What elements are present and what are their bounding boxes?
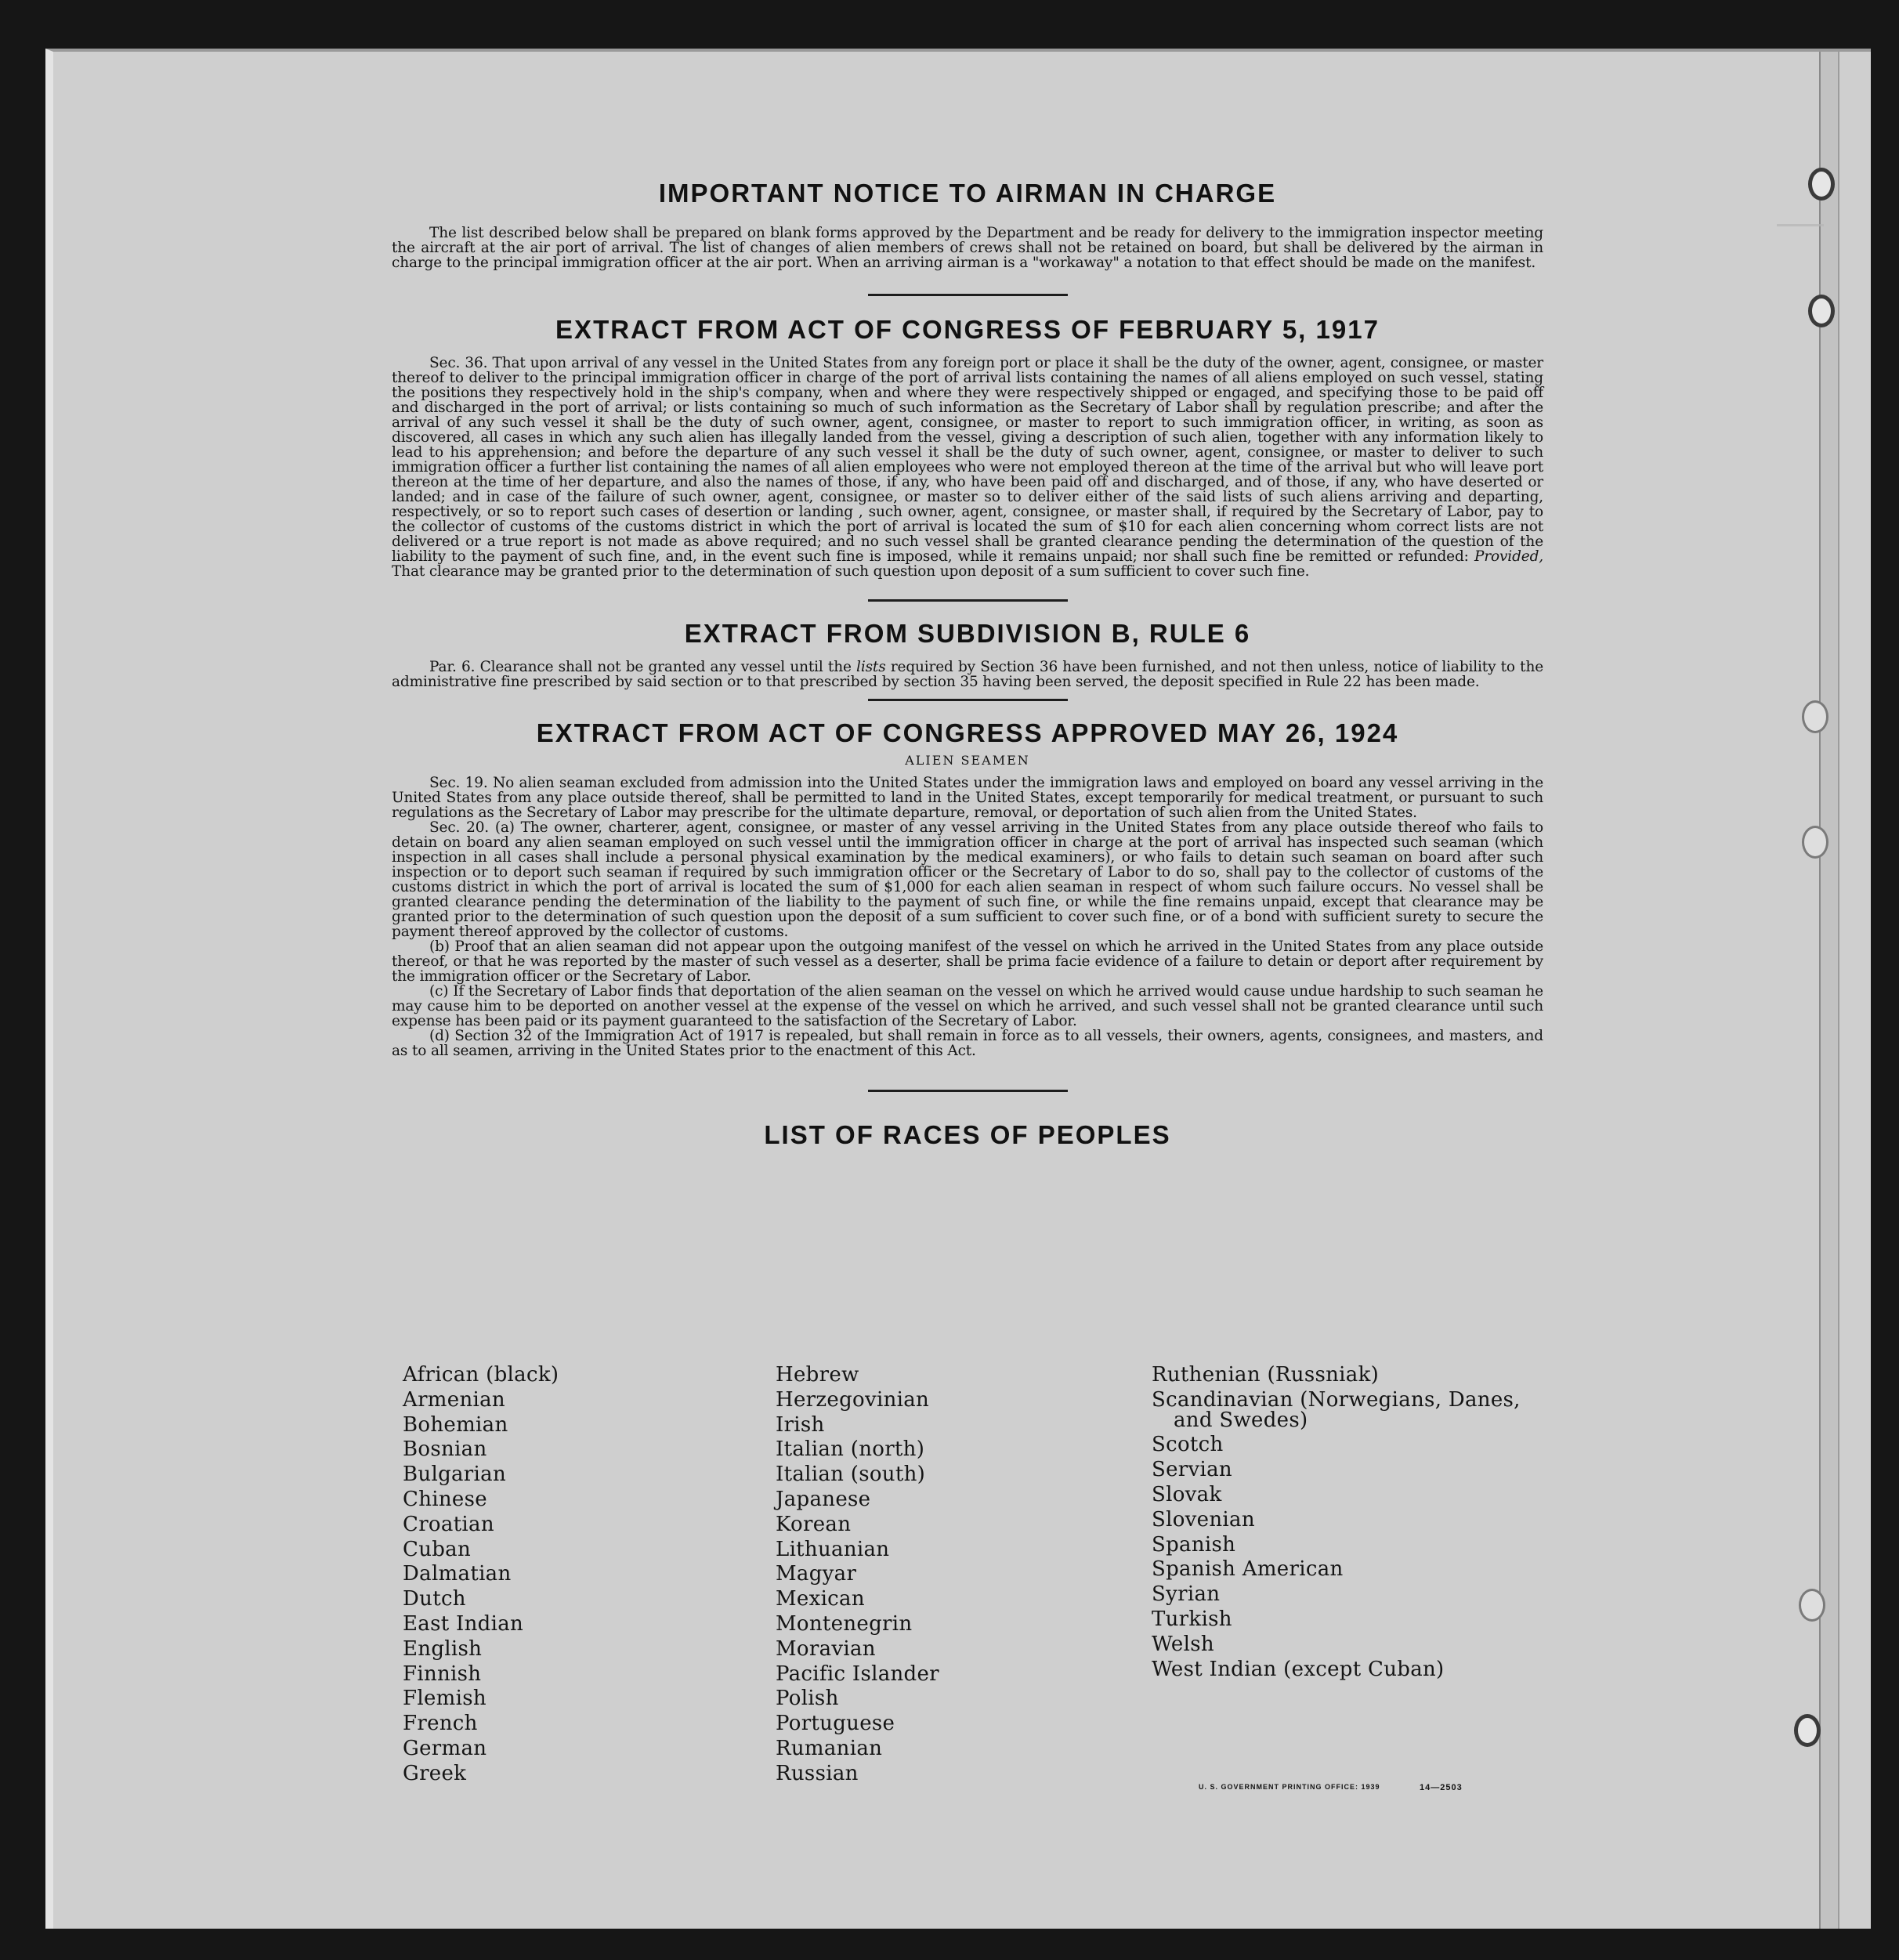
race-item: Portuguese [776,1712,895,1736]
act-1924-section-20d: (d) Section 32 of the Immigration Act of 1917 is repealed, but shall remain in force as to all vessels, their owners, agents, consignees, and masters, and as to all seamen, arriving in the United States prior to the enactment of this Act. [392,1028,1543,1059]
race-item: Montenegrin [776,1611,913,1636]
race-item: Ruthenian (Russniak) [1152,1363,1380,1387]
race-item: Italian (north) [776,1437,925,1462]
sec36-provided: Provided, [1474,548,1543,565]
races-column-3 [1152,1363,1521,1682]
race-item-continuation: and Swedes) [1174,1408,1308,1432]
act-1917-heading: EXTRACT FROM ACT OF CONGRESS OF FEBRUARY 5, 1917 [555,315,1380,344]
race-item: Greek [403,1761,467,1785]
race-item: Polish [776,1687,839,1711]
binder-hole-icon [1802,700,1828,733]
document-body [392,179,1543,1150]
race-item: Russian [776,1761,859,1785]
race-item: Dalmatian [403,1562,512,1586]
act-1924-section-19: Sec. 19. No alien seaman excluded from admission into the United States under the immigration laws and employed on board any vessel arriving in the United States from any place outside thereof, shall be permitted to land in the United States, except temporarily for medical treatment, or pursuant to such regulations as the Secretary of Labor may prescribe for the ultimate departure, removal, or deportation of such alien from the United States. [392,775,1543,821]
race-item: Spanish American [1152,1557,1344,1582]
race-item: Spanish [1152,1532,1236,1557]
race-item: Dutch [403,1587,466,1611]
rule-6-heading: EXTRACT FROM SUBDIVISION B, RULE 6 [684,619,1251,648]
race-item: English [403,1636,483,1661]
notice-paragraph: The list described below shall be prepared on blank forms approved by the Department and be ready for delivery to the immigration inspector meeting the aircraft at the air port of arrival. The list of changes of alien members of crews shall not be retained on board, but shall be delivered by the airman in charge to the principal immigration officer at the air port. When an arriving airman is a "workaway" a notation to that effect should be made on the manifest. [392,225,1543,271]
race-item: Scotch [1152,1433,1224,1457]
alien-seamen-subheading: ALIEN SEAMEN [905,753,1030,768]
form-number: 14—2503 [1420,1783,1463,1792]
race-item: Scandinavian (Norwegians, Danes, [1152,1387,1521,1412]
race-item: Slovak [1152,1482,1222,1506]
race-item: Herzegovinian [776,1387,930,1412]
races-column-1 [403,1363,559,1787]
binder-hole-icon [1799,1589,1825,1622]
act-1924-section-20c: (c) If the Secretary of Labor finds that deportation of the alien seaman on the vessel on which he arrived would cause undue hardship to such seaman he may cause him to be deported on another vessel at the expense of the vessel on which he arrived, and such vessel shall not be granted clearance until such expense has been paid or its payment guaranteed to the satisfaction of the Secretary of Labor. [392,983,1543,1029]
race-item: Bulgarian [403,1463,507,1487]
race-item: Rumanian [776,1736,883,1760]
race-item: Servian [1152,1458,1232,1482]
rule6-lists: lists [856,659,886,675]
act-1924-section-20a: Sec. 20. (a) The owner, charterer, agent, consignee, or master of any vessel arriving in the United States from any place outside thereof who fails to detain on board any alien seaman employed on such vessel until the immigration officer in charge at the port of arrival has inspected such seaman (which inspection in all cases shall include a personal physical examination by the medical examiners), or who fails to detain such seaman on board after such inspection or to deport such seaman if required by such immigration officer or the Secretary of Labor to do so, shall pay to the collector of customs of the customs district in which the port of arrival is located the sum of $1,000 for each alien seaman in respect of whom such failure occurs. No vessel shall be granted clearance pending the determination of the liability to the payment of such fine, or while the fine remains unpaid, except that clearance may be granted prior to the determination of such question upon the deposit of a sum sufficient to cover such fine, or of a bond with sufficient surety to secure the payment thereof approved by the collector of customs. [392,819,1543,940]
race-item: West Indian (except Cuban) [1152,1657,1445,1681]
section-divider [868,699,1068,701]
race-item: Bohemian [403,1412,508,1437]
race-item: Slovenian [1152,1507,1255,1531]
races-heading: LIST OF RACES OF PEOPLES [764,1120,1171,1149]
section-divider [868,599,1068,602]
race-item: German [403,1736,487,1760]
binder-hole-icon [1808,295,1835,327]
race-item: Flemish [403,1687,487,1711]
rule-6-paragraph [392,660,1543,689]
races-column-2 [776,1363,939,1787]
race-item: Mexican [776,1587,865,1611]
race-item: Armenian [403,1387,505,1412]
page-edge [1819,52,1839,1929]
act-1924-section-20b: (b) Proof that an alien seaman did not appear upon the outgoing manifest of the vessel on which he arrived in the United States from any place outside thereof, or that he was reported by the master of such vessel as a deserter, shall be prima facie evidence of a failure to detain or deport after requirement by the immigration officer or the Secretary of Labor. [392,938,1543,985]
race-item: Magyar [776,1562,857,1586]
race-item: Chinese [403,1487,487,1511]
race-item: Turkish [1152,1607,1232,1631]
notice-heading: IMPORTANT NOTICE TO AIRMAN IN CHARGE [658,179,1277,208]
race-item: Irish [776,1412,825,1437]
race-item: French [403,1712,478,1736]
rule6-text-b: required by Section 36 have been furnished, and not then unless, notice of liability to the administrative fine prescribed by said section or to that prescribed by section 35 having been served, the deposit specified in Rule 22 has been made. [392,659,1544,690]
race-item: Syrian [1152,1582,1221,1607]
race-item: Moravian [776,1636,876,1661]
sec36-text: Sec. 36. That upon arrival of any vessel in the United States from any foreign port or place it shall be the duty of the owner, agent, consignee, or master thereof to deliver to the principal immigration officer in charge of the port of arrival lists containing the names of all aliens employed on such vessel, stating the positions they respectively hold in the ship's company, when and where they were respectively shipped or engaged, and specifying those to be paid off and discharged in the port of arrival; or lists containing so much of such information as the Secretary of Labor shall by regulation prescribe; and after the arrival of any such vessel it shall be the duty of such owner, agent, consignee, or master to report to such immigration officer, in writing, as soon as discovered, all cases in which any such alien has illegally landed from the vessel, giving a description of such alien, together with any information likely to lead to his apprehension; and before the departure of any such vessel it shall be the duty of such owner, agent, consignee, or master to deliver to such immigration officer a further list containing the names of all alien employees who were not employed thereon at the time of the arrival but who will leave port thereon at the time of her departure, and also the names of those, if any, who have been paid off and discharged, and of those, if any, who have deserted or landed; and in case of the failure of such owner, agent, consignee, or master so to deliver either of the said lists of such aliens arriving and departing, respectively, or so to report such cases of desertion or landing , such owner, agent, consignee, or master shall, if required by the Secretary of Labor, pay to the collector of customs of the customs district in which the port of arrival is located the sum of $10 for each alien concerning whom correct lists are not delivered or a true report is not made as above required; and no such vessel shall be granted clearance pending the determination of the question of the liability to the payment of such fine, and, in the event such fine is imposed, while it remains unpaid; nor shall such fine be remitted or refunded: [392,355,1543,565]
race-item: Croatian [403,1512,494,1536]
race-item: Japanese [776,1487,871,1511]
race-item: Finnish [403,1662,482,1686]
race-item: Korean [776,1512,852,1536]
race-item: Lithuanian [776,1537,890,1561]
section-divider [868,1090,1068,1092]
section-divider [868,294,1068,296]
race-item: Italian (south) [776,1463,926,1487]
race-item: Welsh [1152,1632,1214,1656]
race-item: East Indian [403,1611,524,1636]
race-item: Bosnian [403,1437,487,1462]
printer-imprint: U. S. GOVERNMENT PRINTING OFFICE: 1939 [1199,1783,1380,1791]
binder-hole-icon [1794,1714,1821,1747]
sec36-end: That clearance may be granted prior to the determination of such question upon deposit of a sum sufficient to cover such fine. [392,563,1310,580]
race-item: African (black) [403,1363,559,1387]
race-item: Pacific Islander [776,1662,939,1686]
race-item: Hebrew [776,1363,859,1387]
act-1917-section-36 [392,356,1543,579]
act-1924-heading: EXTRACT FROM ACT OF CONGRESS APPROVED MAY 26, 1924 [536,718,1399,747]
rule6-text-a: Par. 6. Clearance shall not be granted any vessel until the [429,659,852,675]
race-item: Cuban [403,1537,472,1561]
binder-hole-icon [1808,168,1835,201]
binder-hole-icon [1802,826,1828,859]
